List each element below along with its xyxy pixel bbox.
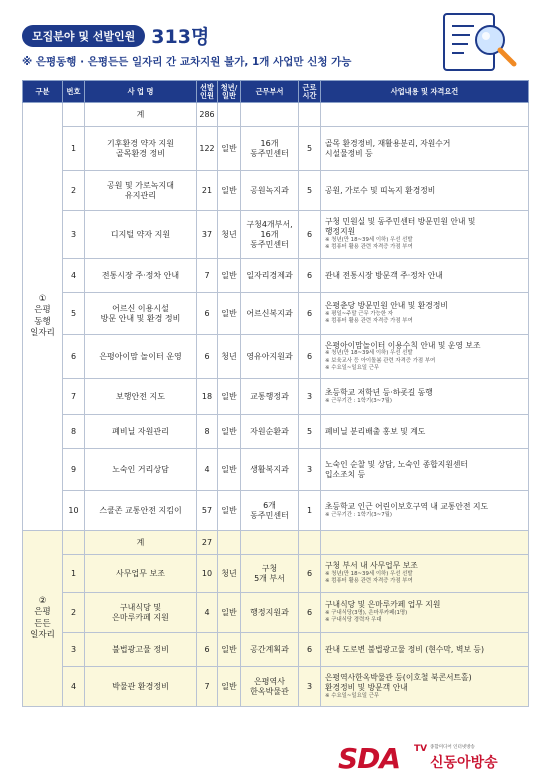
youth-general: 일반	[218, 633, 241, 667]
project-name: 스쿨존 교통안전 지킴이	[85, 491, 197, 531]
project-name: 공원 및 가로녹지대 유지관리	[85, 171, 197, 211]
table-row	[23, 259, 529, 293]
subtotal-empty	[299, 103, 321, 127]
subtotal-label: 계	[85, 103, 197, 127]
work-hours: 3	[299, 379, 321, 415]
project-name: 은평아이맘 놀이터 운영	[85, 335, 197, 379]
subtotal-empty	[299, 531, 321, 555]
headcount: 57	[197, 491, 218, 531]
work-hours: 5	[299, 171, 321, 211]
youth-general: 일반	[218, 415, 241, 449]
table-row	[23, 491, 529, 531]
category-line: 일자리	[30, 327, 55, 338]
detail-text: 초등학교 인근 어린이보호구역 내 교통안전 지도	[325, 501, 489, 511]
detail-text: 은평역사한옥박물관 등(이호철 북콘서트홀) 환경정비 및 방문객 안내	[325, 673, 472, 692]
row-number: 1	[63, 555, 85, 593]
department: 16개 동주민센터	[241, 127, 299, 171]
work-hours: 6	[299, 211, 321, 259]
header-category: 구분	[23, 81, 63, 103]
sda-tv-logo	[338, 742, 538, 776]
detail-notes: ※ 청년(만 18~39세 이하) 우선 선발 ※ 컴퓨터 활용 관련 자격증 가점 부여	[325, 236, 413, 251]
row-number: 1	[63, 127, 85, 171]
department: 일자리경제과	[241, 259, 299, 293]
work-hours: 1	[299, 491, 321, 531]
headcount: 4	[197, 593, 218, 633]
department: 영유아지원과	[241, 335, 299, 379]
total-count: 313명	[151, 26, 210, 48]
subtotal-label: 계	[85, 531, 197, 555]
department: 공간계획과	[241, 633, 299, 667]
work-hours: 6	[299, 593, 321, 633]
document-search-icon	[440, 10, 520, 72]
department: 생활복지과	[241, 449, 299, 491]
headcount: 7	[197, 259, 218, 293]
project-name: 보행안전 지도	[85, 379, 197, 415]
table-row	[23, 293, 529, 335]
project-name: 디지털 약자 지원	[85, 211, 197, 259]
subtotal-empty	[321, 103, 529, 127]
detail-notes: ※ 근무기간 : 1학기(3~7월)	[325, 397, 392, 404]
project-name: 박물관 환경정비	[85, 667, 197, 707]
work-hours: 6	[299, 335, 321, 379]
detail-cell	[321, 593, 529, 633]
detail-text: 폐비닐 분리배출 홍보 및 계도	[325, 426, 426, 436]
department: 구청 5개 부서	[241, 555, 299, 593]
row-number: 4	[63, 259, 85, 293]
youth-general: 일반	[218, 491, 241, 531]
youth-general: 일반	[218, 379, 241, 415]
header	[22, 22, 442, 69]
header-number: 번호	[63, 81, 85, 103]
headcount: 7	[197, 667, 218, 707]
table-header-row	[23, 81, 529, 103]
work-hours: 3	[299, 667, 321, 707]
headcount: 21	[197, 171, 218, 211]
headcount: 4	[197, 449, 218, 491]
row-number: 3	[63, 211, 85, 259]
project-name: 불법광고물 정비	[85, 633, 197, 667]
table-row	[23, 211, 529, 259]
detail-cell	[321, 667, 529, 707]
youth-general: 일반	[218, 293, 241, 335]
detail-cell	[321, 259, 529, 293]
detail-cell	[321, 415, 529, 449]
detail-text: 구내식당 및 은마루카페 업무 지원	[325, 600, 441, 610]
category-line: ①	[38, 293, 47, 304]
work-hours: 6	[299, 259, 321, 293]
youth-general: 일반	[218, 449, 241, 491]
logo-name: 신동아방송	[430, 755, 498, 771]
subtotal-empty	[241, 103, 299, 127]
detail-text: 공원, 가로수 및 띠녹지 환경정비	[325, 185, 436, 195]
department: 공원녹지과	[241, 171, 299, 211]
table-row	[23, 415, 529, 449]
headcount: 6	[197, 335, 218, 379]
logo-brand: SDA	[338, 742, 401, 775]
subtotal-empty	[218, 103, 241, 127]
table-row	[23, 449, 529, 491]
table-row	[23, 335, 529, 379]
category-line: 은평	[34, 305, 51, 316]
headcount: 18	[197, 379, 218, 415]
headcount: 37	[197, 211, 218, 259]
header-youth-general: 청년/ 일반	[218, 81, 241, 103]
subtotal-empty	[241, 531, 299, 555]
project-name: 사무업무 보조	[85, 555, 197, 593]
headcount: 6	[197, 633, 218, 667]
project-name: 노숙인 거리상담	[85, 449, 197, 491]
work-hours: 5	[299, 127, 321, 171]
project-name: 구내식당 및 은마루카페 지원	[85, 593, 197, 633]
header-headcount: 선발 인원	[197, 81, 218, 103]
youth-general: 일반	[218, 259, 241, 293]
detail-cell	[321, 555, 529, 593]
row-number: 2	[63, 593, 85, 633]
detail-text: 골목 환경정비, 재활용분리, 자원수거 시설물정비 등	[325, 138, 451, 158]
row-number: 3	[63, 633, 85, 667]
detail-notes: ※ 청년(만 18~39세 이하) 우선 선발 ※ 컴퓨터 활용 관련 자격증 가점 부여	[325, 571, 413, 585]
detail-text: 구청 부서 내 사무업무 보조	[325, 561, 418, 571]
logo-tagline: 종합미디어 인터넷방송	[430, 745, 475, 750]
youth-general: 청년	[218, 335, 241, 379]
detail-cell	[321, 171, 529, 211]
detail-text: 은평춘당 방문민원 안내 및 환경정비	[325, 301, 448, 311]
category-line: 일자리	[30, 629, 55, 640]
detail-notes: ※ 평일~주말 근무 가능한 자 ※ 컴퓨터 활용 관련 자격증 가점 부여	[325, 311, 413, 325]
subtotal-number	[63, 103, 85, 127]
detail-cell	[321, 335, 529, 379]
subtotal-empty	[218, 531, 241, 555]
logo-tv: TV	[414, 744, 428, 754]
department: 자원순환과	[241, 415, 299, 449]
work-hours: 6	[299, 633, 321, 667]
headcount: 6	[197, 293, 218, 335]
row-number: 10	[63, 491, 85, 531]
detail-cell	[321, 491, 529, 531]
category-cell	[23, 103, 63, 531]
department: 교통행정과	[241, 379, 299, 415]
row-number: 4	[63, 667, 85, 707]
headcount: 122	[197, 127, 218, 171]
work-hours: 6	[299, 293, 321, 335]
detail-text: 노숙인 순찰 및 상담, 노숙인 종합지원센터 입소조치 등	[325, 459, 468, 479]
row-number: 5	[63, 293, 85, 335]
cross-application-notice: ※ 은평동행 · 은평든든 일자리 간 교차지원 불가, 1개 사업만 신청 가능	[22, 56, 352, 68]
project-name: 폐비닐 자원관리	[85, 415, 197, 449]
detail-text: 초등학교 저학년 등·하굣길 동행	[325, 387, 433, 397]
table-row	[23, 593, 529, 633]
header-detail: 사업내용 및 자격요건	[321, 81, 529, 103]
title-row	[22, 22, 442, 49]
project-name: 어르신 이용시설 방문 안내 및 환경 정비	[85, 293, 197, 335]
detail-text: 관내 전통시장 방문객 주·정차 안내	[325, 270, 443, 280]
category-line: ②	[38, 595, 47, 606]
headcount: 10	[197, 555, 218, 593]
detail-notes: ※ 수요일~일요일 근무	[325, 692, 380, 699]
category-cell	[23, 531, 63, 707]
row-number: 7	[63, 379, 85, 415]
recruitment-table	[22, 80, 529, 707]
subtotal-empty	[321, 531, 529, 555]
header-hours: 근로 시간	[299, 81, 321, 103]
row-number: 6	[63, 335, 85, 379]
header-project-name: 사 업 명	[85, 81, 197, 103]
headcount: 8	[197, 415, 218, 449]
table-row	[23, 127, 529, 171]
detail-cell	[321, 293, 529, 335]
detail-cell	[321, 633, 529, 667]
row-number: 9	[63, 449, 85, 491]
detail-cell	[321, 379, 529, 415]
youth-general: 청년	[218, 555, 241, 593]
row-number: 2	[63, 171, 85, 211]
subtotal-count: 27	[197, 531, 218, 555]
subtotal-row	[23, 103, 529, 127]
table-row	[23, 379, 529, 415]
department: 어르신복지과	[241, 293, 299, 335]
subtotal-row	[23, 531, 529, 555]
table-row	[23, 633, 529, 667]
youth-general: 일반	[218, 593, 241, 633]
department: 구청4개부서, 16개 동주민센터	[241, 211, 299, 259]
category-line: 은평	[34, 607, 51, 618]
youth-general: 일반	[218, 127, 241, 171]
youth-general: 청년	[218, 211, 241, 259]
department: 행정지원과	[241, 593, 299, 633]
detail-text: 구청 민원실 및 동주민센터 방문민원 안내 및 행정지원	[325, 217, 476, 237]
department: 은평역사 한옥박물관	[241, 667, 299, 707]
header-department: 근무부서	[241, 81, 299, 103]
work-hours: 3	[299, 449, 321, 491]
category-line: 동행	[34, 316, 51, 327]
recruitment-pill: 모집분야 및 선발인원	[22, 25, 145, 47]
subtotal-count: 286	[197, 103, 218, 127]
detail-text: 은평아이맘놀이터 이용수칙 안내 및 운영 보조	[325, 340, 481, 350]
detail-cell	[321, 127, 529, 171]
table-row	[23, 171, 529, 211]
youth-general: 일반	[218, 171, 241, 211]
row-number: 8	[63, 415, 85, 449]
detail-notes: ※ 청년(만 18~39세 이하) 우선 선발 ※ 보육교사 등 아이돌봄 관련 자격증 가점 부여 ※ 수요일~일요일 근무	[325, 350, 436, 372]
work-hours: 5	[299, 415, 321, 449]
detail-text: 관내 도로변 불법광고물 정비 (현수막, 벽보 등)	[325, 644, 485, 654]
subtotal-number	[63, 531, 85, 555]
project-name: 기후환경 약자 지원 골목환경 정비	[85, 127, 197, 171]
category-line: 든든	[34, 618, 51, 629]
detail-cell	[321, 449, 529, 491]
department: 6개 동주민센터	[241, 491, 299, 531]
table-row	[23, 667, 529, 707]
detail-notes: ※ 구내식당(3명), 은마루카페(1명) ※ 구내식당 경력자 우대	[325, 610, 408, 624]
work-hours: 6	[299, 555, 321, 593]
detail-cell	[321, 211, 529, 259]
project-name: 전통시장 주·정차 안내	[85, 259, 197, 293]
youth-general: 일반	[218, 667, 241, 707]
table-row	[23, 555, 529, 593]
detail-notes: ※ 근무기간 : 1학기(3~7월)	[325, 511, 392, 518]
